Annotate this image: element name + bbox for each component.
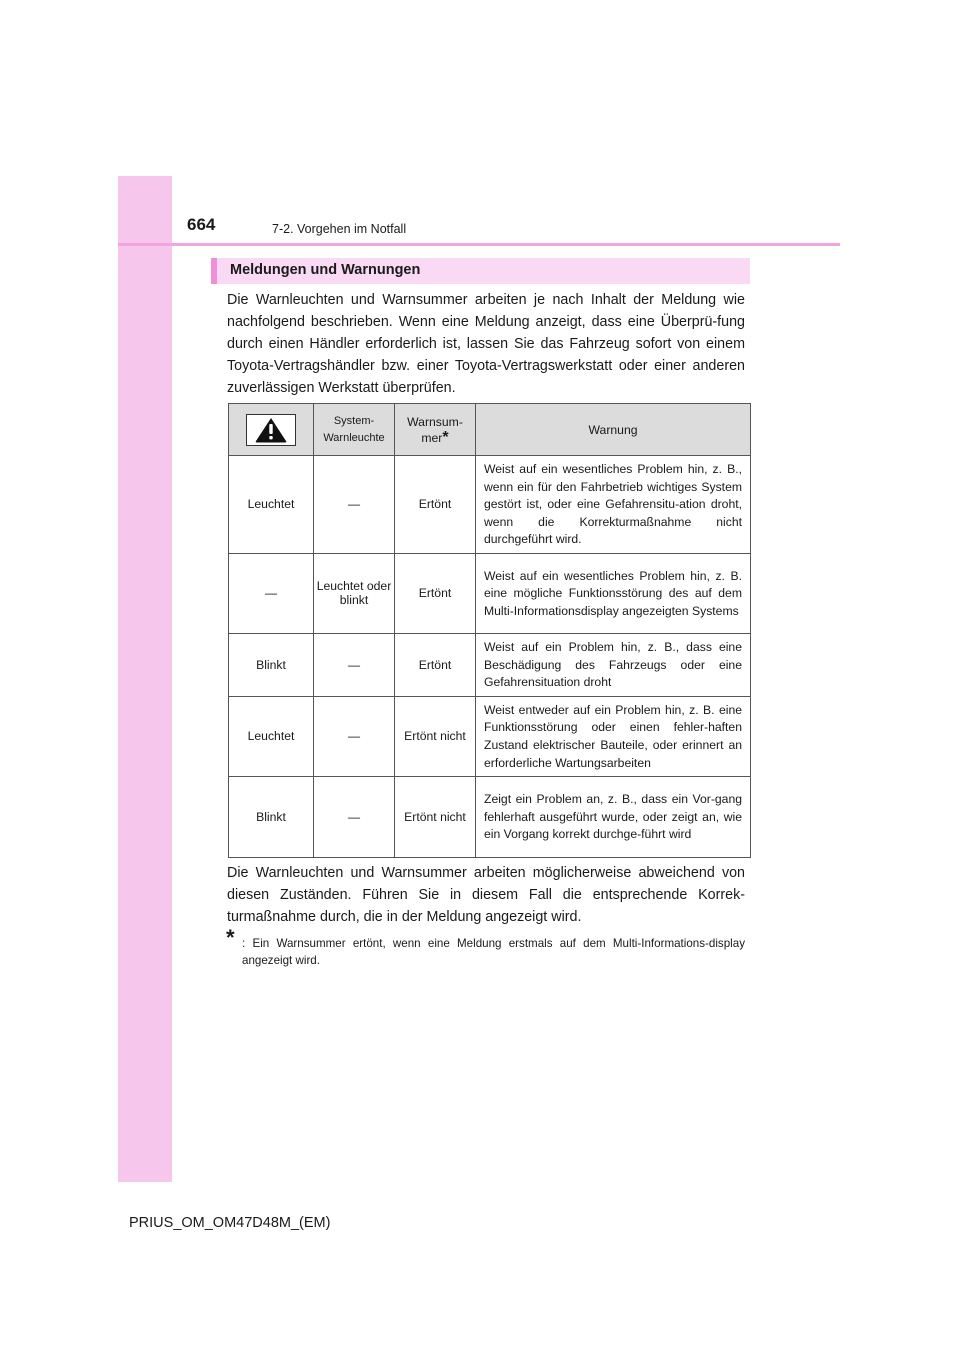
header-icon-cell <box>229 404 314 456</box>
table-row <box>229 696 751 776</box>
page-number: 664 <box>187 215 216 234</box>
row-master-light: Blinkt <box>229 777 314 858</box>
header-warning: Warnung <box>476 404 751 456</box>
footnote-marker: * <box>226 925 235 950</box>
row-master-light: Leuchtet <box>229 456 314 554</box>
row-system-light: — <box>314 633 395 696</box>
row-buzzer: Ertönt <box>395 456 476 554</box>
intro-paragraph: Die Warnleuchten und Warnsummer arbeiten je nach Inhalt der Meldung wie nachfolgend beschrieben. Wenn eine Meldung anzeigt, dass eine Überprü-fung durch einen Händler erforderlich ist, lassen Sie das Fahrzeug sofort von einem Toyota-Vertragshändler bzw. einer Toyota-Vertragswerkstatt oder einer anderen zuverlässigen Werkstatt überprüfen. <box>227 292 745 396</box>
row-buzzer: Ertönt nicht <box>395 777 476 858</box>
header-buzzer: Warnsum- mer* <box>395 404 476 456</box>
outro-paragraph: Die Warnleuchten und Warnsummer arbeiten möglicherweise abweichend von diesen Zuständen. Führen Sie in diesem Fall die entsprechende Korrek-turmaßnahme durch, die in der Meldung angezeigt wird. <box>227 865 745 925</box>
row-system-light: — <box>314 777 395 858</box>
section-title: 7-2. Vorgehen im Notfall <box>272 222 407 236</box>
row-warning-text: Weist auf ein wesentliches Problem hin, z. B., wenn ein für den Fahrbetrieb wichtiges System gestört ist, oder eine Gefahrensitu-ation droht, wenn die Korrekturmaßnahme nicht durchgeführt wird. <box>476 456 751 554</box>
header-system-light: System- Warnleuchte <box>314 404 395 456</box>
header-rule <box>118 243 840 246</box>
row-warning-text: Weist auf ein wesentliches Problem hin, z. B. eine mögliche Funktionsstörung des auf dem Multi-Informationsdisplay angezeigten Systems <box>476 553 751 633</box>
row-master-light: Leuchtet <box>229 696 314 776</box>
row-system-light: Leuchtet oder blinkt <box>314 553 395 633</box>
row-buzzer: Ertönt nicht <box>395 696 476 776</box>
warning-table <box>228 403 751 858</box>
row-buzzer: Ertönt <box>395 553 476 633</box>
row-system-light: — <box>314 696 395 776</box>
row-master-light: — <box>229 553 314 633</box>
row-system-light: — <box>314 456 395 554</box>
row-warning-text: Zeigt ein Problem an, z. B., dass ein Vor-gang fehlerhaft ausgeführt wurde, oder zeigt an, wie ein Vorgang korrekt durchge-führt wird <box>476 777 751 858</box>
warning-triangle-icon <box>246 414 296 446</box>
side-color-band <box>118 176 172 1182</box>
table-row <box>229 633 751 696</box>
table-header-row <box>229 404 751 456</box>
section-heading-bar <box>211 258 750 284</box>
section-heading: Meldungen und Warnungen <box>230 262 421 278</box>
table-row <box>229 553 751 633</box>
table-row <box>229 456 751 554</box>
table-row <box>229 777 751 858</box>
row-warning-text: Weist entweder auf ein Problem hin, z. B. eine Funktionsstörung oder einen fehler-haften Zustand elektrischer Bauteile, oder erinnert an erforderliche Wartungsarbeiten <box>476 696 751 776</box>
row-master-light: Blinkt <box>229 633 314 696</box>
row-warning-text: Weist auf ein Problem hin, z. B., dass eine Beschädigung des Fahrzeugs oder eine Gefahrensituation droht <box>476 633 751 696</box>
document-code: PRIUS_OM_OM47D48M_(EM) <box>129 1215 331 1231</box>
footnote-text: : Ein Warnsummer ertönt, wenn eine Meldung erstmals auf dem Multi-Informations-display angezeigt wird. <box>242 937 745 967</box>
row-buzzer: Ertönt <box>395 633 476 696</box>
